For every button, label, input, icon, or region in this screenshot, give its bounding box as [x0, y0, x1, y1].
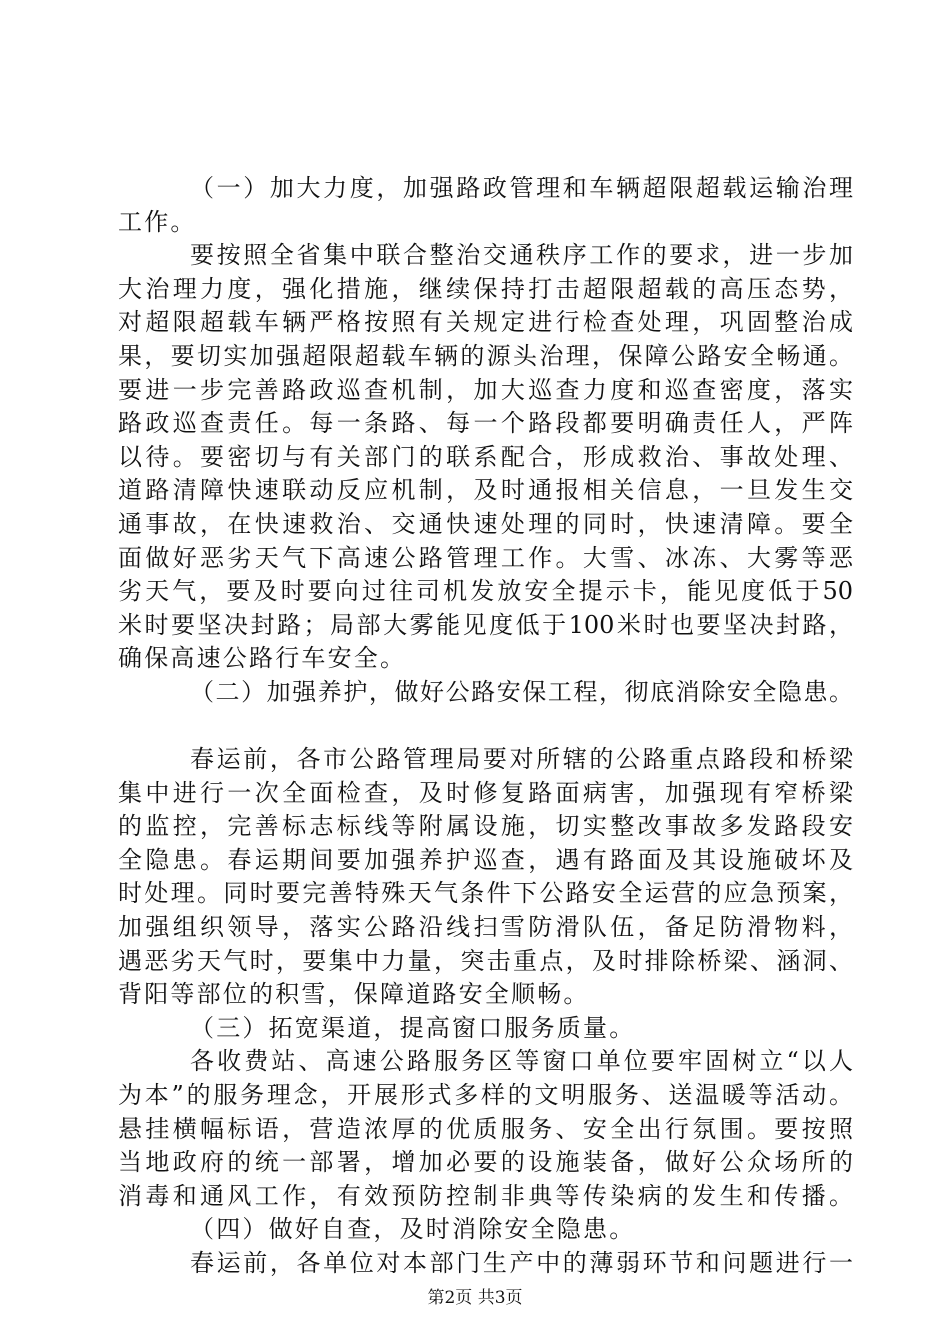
text-line: 对超限超载车辆严格按照有关规定进行检查处理，巩固整治成 — [118, 308, 853, 337]
document-body — [118, 172, 853, 1281]
text-line: 确保高速公路行车安全。 — [118, 644, 407, 673]
text-line: 全隐患。春运期间要加强养护巡查，遇有路面及其设施破坏及 — [118, 845, 853, 874]
text-line: 要按照全省集中联合整治交通秩序工作的要求，进一步加 — [190, 241, 853, 270]
blank-line — [118, 710, 853, 744]
page-footer: 第2页 共3页 — [427, 1288, 523, 1308]
text-line: 的监控，完善标志标线等附属设施，切实整改事故多发路段安 — [118, 812, 853, 841]
text-line: 遇恶劣天气时，要集中力量，突击重点，及时排除桥梁、涵洞、 — [118, 946, 853, 975]
text-line: 悬挂横幅标语，营造浓厚的优质服务、安全出行氛围。要按照 — [118, 1114, 853, 1143]
text-line: 消毒和通风工作，有效预防控制非典等传染病的发生和传播。 — [118, 1181, 853, 1210]
text-line: 集中进行一次全面检查，及时修复路面病害，加强现有窄桥梁 — [118, 778, 853, 807]
text-line: 通事故，在快速救治、交通快速处理的同时，快速清障。要全 — [118, 509, 853, 538]
text-line: 路政巡查责任。每一条路、每一个路段都要明确责任人，严阵 — [118, 409, 853, 438]
text-line: 春运前，各单位对本部门生产中的薄弱环节和问题进行一 — [190, 1249, 853, 1277]
text-line: 为本”的服务理念，开展形式多样的文明服务、送温暖等活动。 — [118, 1081, 853, 1110]
text-line: 大治理力度，强化措施，继续保持打击超限超载的高压态势， — [118, 274, 853, 303]
text-line: 以待。要密切与有关部门的联系配合，形成救治、事故处理、 — [118, 442, 853, 471]
text-line: 时处理。同时要完善特殊天气条件下公路安全运营的应急预案， — [118, 879, 853, 908]
text-line: （四）做好自查，及时消除安全隐患。 — [190, 1215, 636, 1244]
text-line: 各收费站、高速公路服务区等窗口单位要牢固树立“以人 — [190, 1047, 853, 1076]
text-line: （三）拓宽渠道，提高窗口服务质量。 — [190, 1013, 636, 1042]
text-line: （一）加大力度，加强路政管理和车辆超限超载运输治理 — [190, 174, 853, 202]
text-line: 背阳等部位的积雪，保障道路安全顺畅。 — [118, 980, 590, 1009]
text-line: 劣天气，要及时要向过往司机发放安全提示卡，能见度低于50 — [118, 577, 853, 606]
text-line: （二）加强养护，做好公路安保工程，彻底消除安全隐患。 — [190, 677, 853, 706]
text-line: 要进一步完善路政巡查机制，加大巡查力度和巡查密度，落实 — [118, 375, 853, 404]
text-line: 果，要切实加强超限超载车辆的源头治理，保障公路安全畅通。 — [118, 341, 853, 370]
text-line: 加强组织领导，落实公路沿线扫雪防滑队伍，备足防滑物料， — [118, 913, 853, 942]
text-line: 当地政府的统一部署，增加必要的设施装备，做好公众场所的 — [118, 1148, 853, 1177]
text-line: 工作。 — [118, 207, 197, 236]
text-line: 米时要坚决封路；局部大雾能见度低于100米时也要坚决封路， — [118, 610, 853, 639]
text-line: 春运前，各市公路管理局要对所辖的公路重点路段和桥梁 — [190, 745, 853, 774]
text-line: 道路清障快速联动反应机制，及时通报相关信息，一旦发生交 — [118, 476, 853, 505]
text-line: 面做好恶劣天气下高速公路管理工作。大雪、冰冻、大雾等恶 — [118, 543, 853, 572]
